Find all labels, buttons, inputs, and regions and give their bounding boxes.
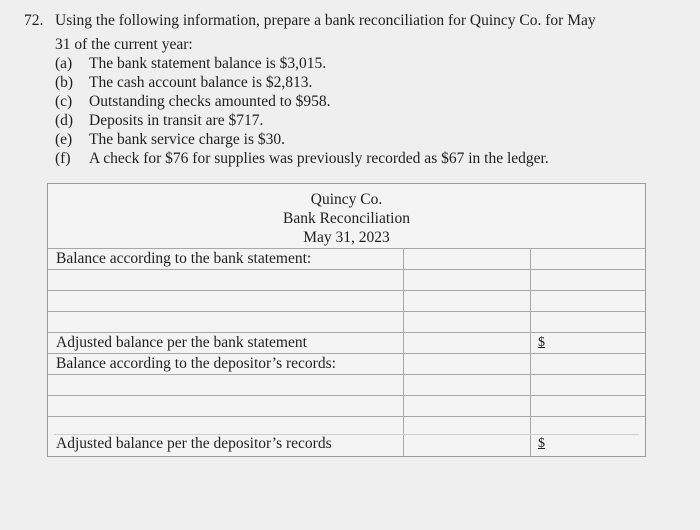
description-input[interactable] xyxy=(48,396,404,416)
description-input[interactable] xyxy=(48,375,404,395)
form-title: Bank Reconciliation xyxy=(283,210,410,227)
question-line-1: Using the following information, prepare a bank reconciliation for Quincy Co. for May xyxy=(55,12,596,29)
company-name: Quincy Co. xyxy=(310,191,383,208)
amount-input[interactable] xyxy=(403,333,531,353)
total-input[interactable] xyxy=(530,291,644,311)
item-c: (c) Outstanding checks amounted to $958. xyxy=(55,93,331,110)
total-input[interactable] xyxy=(530,375,644,395)
row-bank-balance xyxy=(48,248,645,269)
label-cell xyxy=(48,249,404,269)
amount-input[interactable] xyxy=(403,375,531,395)
total-input[interactable] xyxy=(530,333,644,353)
total-input[interactable] xyxy=(530,312,644,332)
adjusted-bank-label: Adjusted balance per the bank statement xyxy=(56,334,307,351)
dollar-sign: $ xyxy=(538,335,545,350)
item-e: (e) The bank service charge is $30. xyxy=(55,131,285,148)
total-input[interactable] xyxy=(530,417,644,456)
row-adjusted-depositor xyxy=(48,416,645,456)
adjusted-depositor-label: Adjusted balance per the depositor’s records xyxy=(56,435,332,452)
divider xyxy=(54,434,639,435)
total-input[interactable] xyxy=(530,354,644,374)
bank-balance-label: Balance according to the bank statement: xyxy=(56,250,312,267)
row-blank-2 xyxy=(48,290,645,311)
item-d: (d) Deposits in transit are $717. xyxy=(55,112,264,129)
total-input[interactable] xyxy=(530,396,644,416)
question-number: 72. xyxy=(24,12,44,29)
amount-input[interactable] xyxy=(403,291,531,311)
question-line-2: 31 of the current year: xyxy=(55,36,193,53)
total-input[interactable] xyxy=(530,270,644,290)
amount-input[interactable] xyxy=(403,270,531,290)
item-f: (f) A check for $76 for supplies was previously recorded as $67 in the ledger. xyxy=(55,150,549,167)
label-cell xyxy=(48,333,404,353)
form-date: May 31, 2023 xyxy=(303,229,390,246)
reconciliation-header xyxy=(48,184,645,248)
description-input[interactable] xyxy=(48,270,404,290)
depositor-balance-label: Balance according to the depositor’s records: xyxy=(56,355,336,372)
row-depositor-balance xyxy=(48,353,645,374)
item-a: (a) The bank statement balance is $3,015. xyxy=(55,55,327,72)
reconciliation-form xyxy=(47,183,646,457)
row-blank-4 xyxy=(48,374,645,395)
amount-input[interactable] xyxy=(403,312,531,332)
item-b: (b) The cash account balance is $2,813. xyxy=(55,74,313,91)
description-input[interactable] xyxy=(48,312,404,332)
total-input[interactable] xyxy=(530,249,644,269)
label-cell xyxy=(48,354,404,374)
dollar-sign: $ xyxy=(538,436,545,451)
row-blank-1 xyxy=(48,269,645,290)
row-blank-5 xyxy=(48,395,645,416)
row-blank-3 xyxy=(48,311,645,332)
amount-input[interactable] xyxy=(403,396,531,416)
amount-input[interactable] xyxy=(403,249,531,269)
row-adjusted-bank xyxy=(48,332,645,353)
amount-input[interactable] xyxy=(403,417,531,456)
description-input[interactable] xyxy=(48,291,404,311)
label-cell xyxy=(48,417,404,456)
amount-input[interactable] xyxy=(403,354,531,374)
